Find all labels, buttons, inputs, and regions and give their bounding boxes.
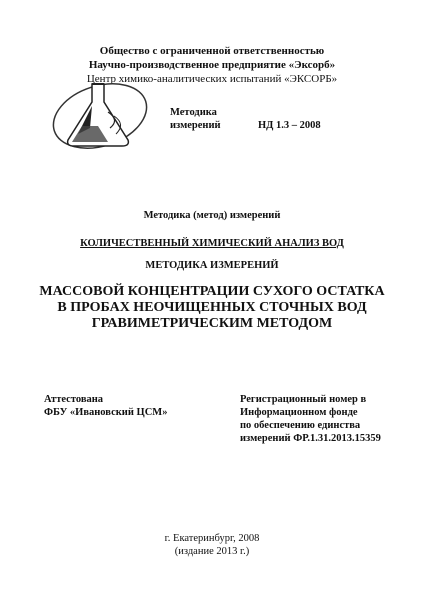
registration-line-4: измерений ФР.1.31.2013.15359	[240, 433, 381, 444]
org-enterprise-line: Научно-производственное предприятие «Эксорб»	[88, 59, 336, 71]
title-line-2: В ПРОБАХ НЕОЧИЩЕННЫХ СТОЧНЫХ ВОД	[57, 300, 367, 315]
org-name-line: Общество с ограниченной ответственностью	[99, 45, 325, 57]
doc-type-label: Методика	[170, 107, 217, 118]
attestation-line-1: Аттестована	[44, 394, 104, 405]
category-heading: КОЛИЧЕСТВЕННЫЙ ХИМИЧЕСКИЙ АНАЛИЗ ВОД	[80, 238, 344, 249]
doc-type-label-2: измерений	[170, 120, 221, 131]
footer-city: г. Екатеринбург, 2008	[164, 533, 260, 544]
registration-line-1: Регистрационный номер в	[240, 394, 367, 405]
method-label: МЕТОДИКА ИЗМЕРЕНИЙ	[145, 260, 279, 271]
flask-logo-icon	[48, 76, 158, 154]
registration-line-2: Информационном фонде	[240, 407, 358, 418]
title-line-3: ГРАВИМЕТРИЧЕСКИМ МЕТОДОМ	[91, 316, 333, 331]
footer-edition: (издание 2013 г.)	[174, 546, 250, 557]
attestation-line-2: ФБУ «Ивановский ЦСМ»	[44, 407, 168, 418]
registration-line-3: по обеспечению единства	[240, 420, 361, 431]
doc-code: НД 1.3 – 2008	[258, 120, 321, 131]
subtitle: Методика (метод) измерений	[143, 210, 281, 221]
org-center-line: Центр химико-аналитических испытаний «ЭКСОРБ»	[86, 73, 338, 85]
title-line-1: МАССОВОЙ КОНЦЕНТРАЦИИ СУХОГО ОСТАТКА	[39, 284, 385, 299]
